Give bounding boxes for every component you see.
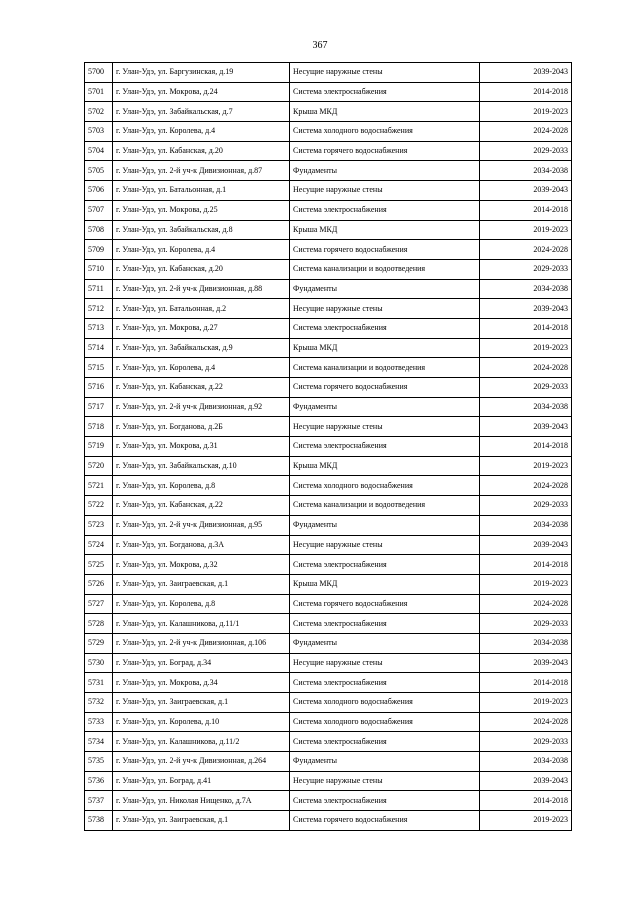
address-cell: г. Улан-Удэ, ул. Королева, д.4 xyxy=(113,122,290,142)
table-row xyxy=(85,574,572,594)
row-number-cell: 5727 xyxy=(85,594,113,614)
address-cell: г. Улан-Удэ, ул. Мокрова, д.24 xyxy=(113,82,290,102)
building-system-cell: Система электроснабжения xyxy=(290,614,480,634)
row-number-cell: 5712 xyxy=(85,299,113,319)
table-row xyxy=(85,82,572,102)
row-number-cell: 5713 xyxy=(85,318,113,338)
building-system-cell: Несущие наружные стены xyxy=(290,181,480,201)
row-number-cell: 5707 xyxy=(85,200,113,220)
repair-period-cell: 2039-2043 xyxy=(480,417,572,437)
repair-period-cell: 2014-2018 xyxy=(480,318,572,338)
repair-period-cell: 2029-2033 xyxy=(480,378,572,398)
building-system-cell: Система горячего водоснабжения xyxy=(290,594,480,614)
building-system-cell: Крыша МКД xyxy=(290,220,480,240)
row-number-cell: 5703 xyxy=(85,122,113,142)
table-row xyxy=(85,811,572,831)
row-number-cell: 5731 xyxy=(85,673,113,693)
table-body xyxy=(85,63,572,831)
repair-period-cell: 2039-2043 xyxy=(480,63,572,83)
building-system-cell: Несущие наружные стены xyxy=(290,771,480,791)
table-row xyxy=(85,594,572,614)
repair-period-cell: 2024-2028 xyxy=(480,358,572,378)
address-cell: г. Улан-Удэ, ул. 2-й уч-к Дивизионная, д.92 xyxy=(113,397,290,417)
repair-period-cell: 2024-2028 xyxy=(480,712,572,732)
row-number-cell: 5717 xyxy=(85,397,113,417)
table-row xyxy=(85,673,572,693)
table-row xyxy=(85,791,572,811)
building-system-cell: Система электроснабжения xyxy=(290,555,480,575)
building-system-cell: Система электроснабжения xyxy=(290,318,480,338)
table-row xyxy=(85,181,572,201)
building-system-cell: Система горячего водоснабжения xyxy=(290,378,480,398)
repair-period-cell: 2034-2038 xyxy=(480,515,572,535)
repair-period-cell: 2039-2043 xyxy=(480,299,572,319)
address-cell: г. Улан-Удэ, ул. Батальонная, д.1 xyxy=(113,181,290,201)
row-number-cell: 5733 xyxy=(85,712,113,732)
table-row xyxy=(85,752,572,772)
table-row xyxy=(85,338,572,358)
row-number-cell: 5715 xyxy=(85,358,113,378)
table-row xyxy=(85,279,572,299)
address-cell: г. Улан-Удэ, ул. Забайкальская, д.7 xyxy=(113,102,290,122)
repair-period-cell: 2029-2033 xyxy=(480,614,572,634)
address-cell: г. Улан-Удэ, ул. Кабанская, д.22 xyxy=(113,378,290,398)
table-row xyxy=(85,417,572,437)
repair-period-cell: 2029-2033 xyxy=(480,496,572,516)
building-system-cell: Фундаменты xyxy=(290,515,480,535)
building-system-cell: Система холодного водоснабжения xyxy=(290,122,480,142)
row-number-cell: 5738 xyxy=(85,811,113,831)
table-row xyxy=(85,299,572,319)
table-row xyxy=(85,122,572,142)
repair-period-cell: 2034-2038 xyxy=(480,279,572,299)
building-system-cell: Система электроснабжения xyxy=(290,200,480,220)
table-row xyxy=(85,397,572,417)
table-row xyxy=(85,476,572,496)
row-number-cell: 5700 xyxy=(85,63,113,83)
building-system-cell: Система электроснабжения xyxy=(290,673,480,693)
table-row xyxy=(85,535,572,555)
address-cell: г. Улан-Удэ, ул. Мокрова, д.25 xyxy=(113,200,290,220)
repair-period-cell: 2034-2038 xyxy=(480,752,572,772)
address-cell: г. Улан-Удэ, ул. Кабанская, д.22 xyxy=(113,496,290,516)
building-system-cell: Фундаменты xyxy=(290,397,480,417)
row-number-cell: 5701 xyxy=(85,82,113,102)
table-row xyxy=(85,318,572,338)
address-cell: г. Улан-Удэ, ул. Калашникова, д.11/2 xyxy=(113,732,290,752)
address-cell: г. Улан-Удэ, ул. Забайкальская, д.10 xyxy=(113,456,290,476)
table-row xyxy=(85,358,572,378)
table-row xyxy=(85,456,572,476)
building-system-cell: Фундаменты xyxy=(290,633,480,653)
row-number-cell: 5722 xyxy=(85,496,113,516)
table-row xyxy=(85,378,572,398)
row-number-cell: 5732 xyxy=(85,693,113,713)
address-cell: г. Улан-Удэ, ул. Заиграевская, д.1 xyxy=(113,693,290,713)
repair-period-cell: 2029-2033 xyxy=(480,732,572,752)
row-number-cell: 5734 xyxy=(85,732,113,752)
row-number-cell: 5716 xyxy=(85,378,113,398)
repair-period-cell: 2029-2033 xyxy=(480,259,572,279)
building-system-cell: Крыша МКД xyxy=(290,574,480,594)
building-system-cell: Система горячего водоснабжения xyxy=(290,811,480,831)
building-system-cell: Система электроснабжения xyxy=(290,791,480,811)
table-row xyxy=(85,515,572,535)
row-number-cell: 5718 xyxy=(85,417,113,437)
row-number-cell: 5706 xyxy=(85,181,113,201)
row-number-cell: 5702 xyxy=(85,102,113,122)
repair-period-cell: 2039-2043 xyxy=(480,653,572,673)
table-row xyxy=(85,220,572,240)
building-system-cell: Система канализации и водоотведения xyxy=(290,259,480,279)
repair-period-cell: 2039-2043 xyxy=(480,181,572,201)
row-number-cell: 5710 xyxy=(85,259,113,279)
address-cell: г. Улан-Удэ, ул. Заиграевская, д.1 xyxy=(113,574,290,594)
repair-period-cell: 2019-2023 xyxy=(480,220,572,240)
building-system-cell: Крыша МКД xyxy=(290,102,480,122)
building-system-cell: Система холодного водоснабжения xyxy=(290,693,480,713)
address-cell: г. Улан-Удэ, ул. Кабанская, д.20 xyxy=(113,259,290,279)
row-number-cell: 5726 xyxy=(85,574,113,594)
repair-period-cell: 2019-2023 xyxy=(480,456,572,476)
repair-period-cell: 2034-2038 xyxy=(480,633,572,653)
building-system-cell: Система электроснабжения xyxy=(290,732,480,752)
row-number-cell: 5721 xyxy=(85,476,113,496)
address-cell: г. Улан-Удэ, ул. Королева, д.8 xyxy=(113,594,290,614)
table-row xyxy=(85,712,572,732)
address-cell: г. Улан-Удэ, ул. Батальонная, д.2 xyxy=(113,299,290,319)
row-number-cell: 5736 xyxy=(85,771,113,791)
page-number: 367 xyxy=(312,40,328,51)
address-cell: г. Улан-Удэ, ул. Забайкальская, д.9 xyxy=(113,338,290,358)
row-number-cell: 5708 xyxy=(85,220,113,240)
row-number-cell: 5737 xyxy=(85,791,113,811)
repair-period-cell: 2014-2018 xyxy=(480,791,572,811)
repair-period-cell: 2014-2018 xyxy=(480,82,572,102)
row-number-cell: 5730 xyxy=(85,653,113,673)
table-row xyxy=(85,555,572,575)
building-system-cell: Несущие наружные стены xyxy=(290,653,480,673)
row-number-cell: 5723 xyxy=(85,515,113,535)
row-number-cell: 5709 xyxy=(85,240,113,260)
address-cell: г. Улан-Удэ, ул. 2-й уч-к Дивизионная, д.264 xyxy=(113,752,290,772)
table-row xyxy=(85,141,572,161)
building-system-cell: Система электроснабжения xyxy=(290,82,480,102)
row-number-cell: 5720 xyxy=(85,456,113,476)
address-cell: г. Улан-Удэ, ул. 2-й уч-к Дивизионная, д.106 xyxy=(113,633,290,653)
address-cell: г. Улан-Удэ, ул. Богданова, д.3А xyxy=(113,535,290,555)
repair-period-cell: 2019-2023 xyxy=(480,102,572,122)
row-number-cell: 5714 xyxy=(85,338,113,358)
repair-period-cell: 2014-2018 xyxy=(480,673,572,693)
address-cell: г. Улан-Удэ, ул. 2-й уч-к Дивизионная, д.95 xyxy=(113,515,290,535)
address-cell: г. Улан-Удэ, ул. Николая Нищенко, д.7А xyxy=(113,791,290,811)
repair-period-cell: 2019-2023 xyxy=(480,693,572,713)
address-cell: г. Улан-Удэ, ул. Мокрова, д.34 xyxy=(113,673,290,693)
building-system-cell: Фундаменты xyxy=(290,161,480,181)
address-cell: г. Улан-Удэ, ул. Заиграевская, д.1 xyxy=(113,811,290,831)
address-cell: г. Улан-Удэ, ул. Забайкальская, д.8 xyxy=(113,220,290,240)
address-cell: г. Улан-Удэ, ул. Боград, д.41 xyxy=(113,771,290,791)
table-row xyxy=(85,102,572,122)
table-row xyxy=(85,771,572,791)
table-row xyxy=(85,200,572,220)
address-cell: г. Улан-Удэ, ул. Баргузинская, д.19 xyxy=(113,63,290,83)
building-system-cell: Система холодного водоснабжения xyxy=(290,476,480,496)
building-system-cell: Несущие наружные стены xyxy=(290,299,480,319)
building-system-cell: Система холодного водоснабжения xyxy=(290,712,480,732)
address-cell: г. Улан-Удэ, ул. Королева, д.4 xyxy=(113,358,290,378)
building-system-cell: Система канализации и водоотведения xyxy=(290,358,480,378)
repair-period-cell: 2039-2043 xyxy=(480,535,572,555)
address-cell: г. Улан-Удэ, ул. Королева, д.4 xyxy=(113,240,290,260)
registry-table xyxy=(84,62,572,831)
row-number-cell: 5724 xyxy=(85,535,113,555)
address-cell: г. Улан-Удэ, ул. Королева, д.8 xyxy=(113,476,290,496)
table-row xyxy=(85,437,572,457)
building-system-cell: Система горячего водоснабжения xyxy=(290,141,480,161)
address-cell: г. Улан-Удэ, ул. Калашникова, д.11/1 xyxy=(113,614,290,634)
building-system-cell: Крыша МКД xyxy=(290,338,480,358)
repair-period-cell: 2014-2018 xyxy=(480,555,572,575)
row-number-cell: 5735 xyxy=(85,752,113,772)
repair-period-cell: 2019-2023 xyxy=(480,338,572,358)
table-row xyxy=(85,161,572,181)
address-cell: г. Улан-Удэ, ул. Боград, д.34 xyxy=(113,653,290,673)
repair-period-cell: 2024-2028 xyxy=(480,476,572,496)
building-system-cell: Система канализации и водоотведения xyxy=(290,496,480,516)
row-number-cell: 5704 xyxy=(85,141,113,161)
table-row xyxy=(85,653,572,673)
table-row xyxy=(85,633,572,653)
address-cell: г. Улан-Удэ, ул. Королева, д.10 xyxy=(113,712,290,732)
building-system-cell: Несущие наружные стены xyxy=(290,417,480,437)
address-cell: г. Улан-Удэ, ул. Богданова, д.2Б xyxy=(113,417,290,437)
address-cell: г. Улан-Удэ, ул. Кабанская, д.20 xyxy=(113,141,290,161)
repair-period-cell: 2039-2043 xyxy=(480,771,572,791)
repair-period-cell: 2024-2028 xyxy=(480,594,572,614)
table-row xyxy=(85,63,572,83)
table-row xyxy=(85,259,572,279)
row-number-cell: 5705 xyxy=(85,161,113,181)
repair-period-cell: 2024-2028 xyxy=(480,240,572,260)
repair-period-cell: 2029-2033 xyxy=(480,141,572,161)
table-row xyxy=(85,732,572,752)
repair-period-cell: 2024-2028 xyxy=(480,122,572,142)
row-number-cell: 5725 xyxy=(85,555,113,575)
table-row xyxy=(85,496,572,516)
repair-period-cell: 2014-2018 xyxy=(480,200,572,220)
address-cell: г. Улан-Удэ, ул. Мокрова, д.27 xyxy=(113,318,290,338)
table-row xyxy=(85,693,572,713)
building-system-cell: Фундаменты xyxy=(290,752,480,772)
building-system-cell: Крыша МКД xyxy=(290,456,480,476)
table-row xyxy=(85,240,572,260)
address-cell: г. Улан-Удэ, ул. 2-й уч-к Дивизионная, д.88 xyxy=(113,279,290,299)
address-cell: г. Улан-Удэ, ул. Мокрова, д.32 xyxy=(113,555,290,575)
address-cell: г. Улан-Удэ, ул. Мокрова, д.31 xyxy=(113,437,290,457)
repair-period-cell: 2034-2038 xyxy=(480,161,572,181)
repair-period-cell: 2014-2018 xyxy=(480,437,572,457)
building-system-cell: Система электроснабжения xyxy=(290,437,480,457)
address-cell: г. Улан-Удэ, ул. 2-й уч-к Дивизионная, д.87 xyxy=(113,161,290,181)
row-number-cell: 5728 xyxy=(85,614,113,634)
repair-period-cell: 2034-2038 xyxy=(480,397,572,417)
row-number-cell: 5711 xyxy=(85,279,113,299)
building-system-cell: Фундаменты xyxy=(290,279,480,299)
building-system-cell: Несущие наружные стены xyxy=(290,535,480,555)
repair-period-cell: 2019-2023 xyxy=(480,574,572,594)
building-system-cell: Несущие наружные стены xyxy=(290,63,480,83)
row-number-cell: 5719 xyxy=(85,437,113,457)
building-system-cell: Система горячего водоснабжения xyxy=(290,240,480,260)
repair-period-cell: 2019-2023 xyxy=(480,811,572,831)
table-row xyxy=(85,614,572,634)
row-number-cell: 5729 xyxy=(85,633,113,653)
